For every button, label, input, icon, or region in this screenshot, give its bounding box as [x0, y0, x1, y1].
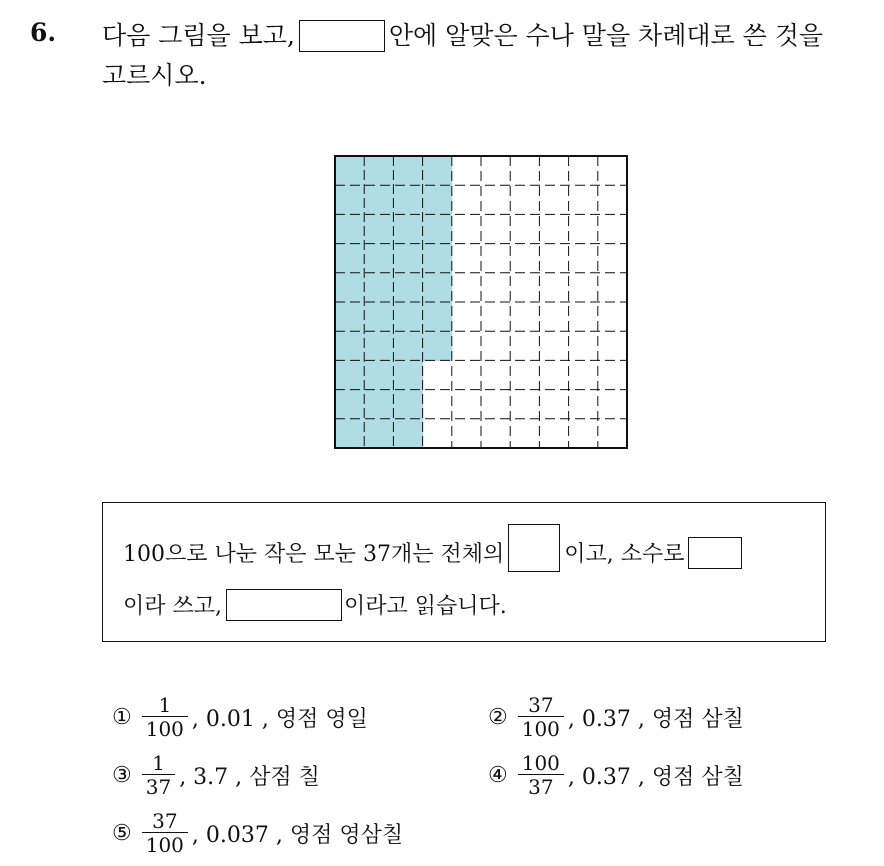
fill-in-box	[102, 502, 826, 642]
shaded-cell	[423, 214, 453, 244]
shaded-cell	[364, 214, 394, 244]
fraction-denominator: 100	[145, 833, 184, 857]
shaded-cell	[423, 185, 453, 215]
choice-3[interactable]	[112, 752, 320, 798]
choice-rest: , 0.37 , 영점 삼칠	[567, 764, 744, 790]
choice-marker: ②	[488, 704, 508, 730]
fill-box-text-2a: 이라 쓰고,	[123, 594, 222, 619]
shaded-cell	[335, 244, 365, 274]
shaded-cell	[335, 302, 365, 332]
shaded-cell	[335, 185, 365, 215]
choice-fraction	[142, 752, 175, 798]
shaded-cell	[364, 185, 394, 215]
shaded-cell	[364, 360, 394, 390]
shaded-cell	[393, 419, 423, 449]
shaded-cell	[423, 273, 453, 303]
shaded-cell	[364, 331, 394, 361]
choice-fraction	[518, 694, 564, 740]
shaded-cell	[393, 185, 423, 215]
choice-fraction	[142, 810, 188, 856]
shaded-cell	[393, 244, 423, 274]
reading-blank-box	[226, 589, 342, 621]
choice-rest: , 0.037 , 영점 영삼칠	[191, 822, 404, 848]
choice-4[interactable]	[488, 752, 744, 798]
fill-box-line-2	[123, 589, 507, 621]
shaded-cell	[393, 390, 423, 420]
question-number: 6.	[30, 18, 57, 47]
shaded-cell	[393, 360, 423, 390]
fraction-numerator: 37	[518, 694, 564, 717]
shaded-cell	[423, 302, 453, 332]
shaded-cell	[364, 156, 394, 186]
shaded-cell	[335, 156, 365, 186]
choice-rest: , 0.01 , 영점 영일	[191, 706, 368, 732]
fraction-denominator: 37	[145, 775, 172, 799]
fraction-denominator: 100	[145, 717, 184, 741]
stem-text-part1: 다음 그림을 보고,	[102, 21, 295, 50]
shaded-cell	[335, 419, 365, 449]
stem-line-2	[102, 56, 872, 96]
fraction-numerator: 100	[518, 752, 564, 775]
shaded-cell	[423, 331, 453, 361]
shaded-cell	[423, 156, 453, 186]
shaded-cell	[335, 273, 365, 303]
hundred-grid-svg	[334, 155, 628, 449]
fill-box-text-1b: 이고, 소수로	[564, 542, 685, 567]
shaded-cell	[335, 214, 365, 244]
choice-1[interactable]	[112, 694, 368, 740]
decimal-blank-box	[688, 537, 742, 569]
shaded-cell	[364, 390, 394, 420]
fill-box-text-2b: 이라고 읽습니다.	[344, 594, 507, 619]
shaded-cell	[423, 244, 453, 274]
choice-5[interactable]	[112, 810, 403, 856]
choice-marker: ⑤	[112, 820, 132, 846]
shaded-cell	[393, 302, 423, 332]
fraction-numerator: 1	[142, 752, 175, 775]
fraction-denominator: 37	[528, 775, 554, 799]
shaded-cell	[393, 156, 423, 186]
shaded-cell	[335, 390, 365, 420]
choice-2[interactable]	[488, 694, 744, 740]
choice-rest: , 0.37 , 영점 삼칠	[567, 706, 744, 732]
shaded-cell	[335, 331, 365, 361]
shaded-cell	[335, 360, 365, 390]
fill-box-line-1	[123, 537, 744, 572]
shaded-cell	[364, 419, 394, 449]
shaded-cell	[393, 273, 423, 303]
fraction-denominator: 100	[521, 717, 560, 741]
choice-fraction	[142, 694, 188, 740]
choice-fraction	[518, 752, 564, 798]
stem-blank-box	[299, 20, 385, 52]
choice-rest: , 3.7 , 삼점 칠	[179, 764, 320, 790]
fill-box-text-1a: 100으로 나눈 작은 모눈 37개는 전체의	[123, 542, 505, 567]
question-stem	[102, 16, 872, 96]
shaded-cell	[393, 214, 423, 244]
stem-text-line2: 고르시오.	[102, 61, 207, 90]
shaded-cell	[364, 244, 394, 274]
hundred-grid-figure	[334, 155, 628, 449]
fraction-numerator: 1	[142, 694, 188, 717]
choice-marker: ④	[488, 762, 508, 788]
stem-text-part2: 안에 알맞은 수나 말을 차례대로 쓴 것을	[388, 21, 823, 50]
fraction-numerator: 37	[142, 810, 188, 833]
shaded-cell	[364, 273, 394, 303]
fraction-blank-box	[508, 524, 560, 572]
shaded-cell	[364, 302, 394, 332]
choice-marker: ③	[112, 762, 132, 788]
shaded-cell	[393, 331, 423, 361]
stem-line-1	[102, 16, 872, 56]
choice-marker: ①	[112, 704, 132, 730]
